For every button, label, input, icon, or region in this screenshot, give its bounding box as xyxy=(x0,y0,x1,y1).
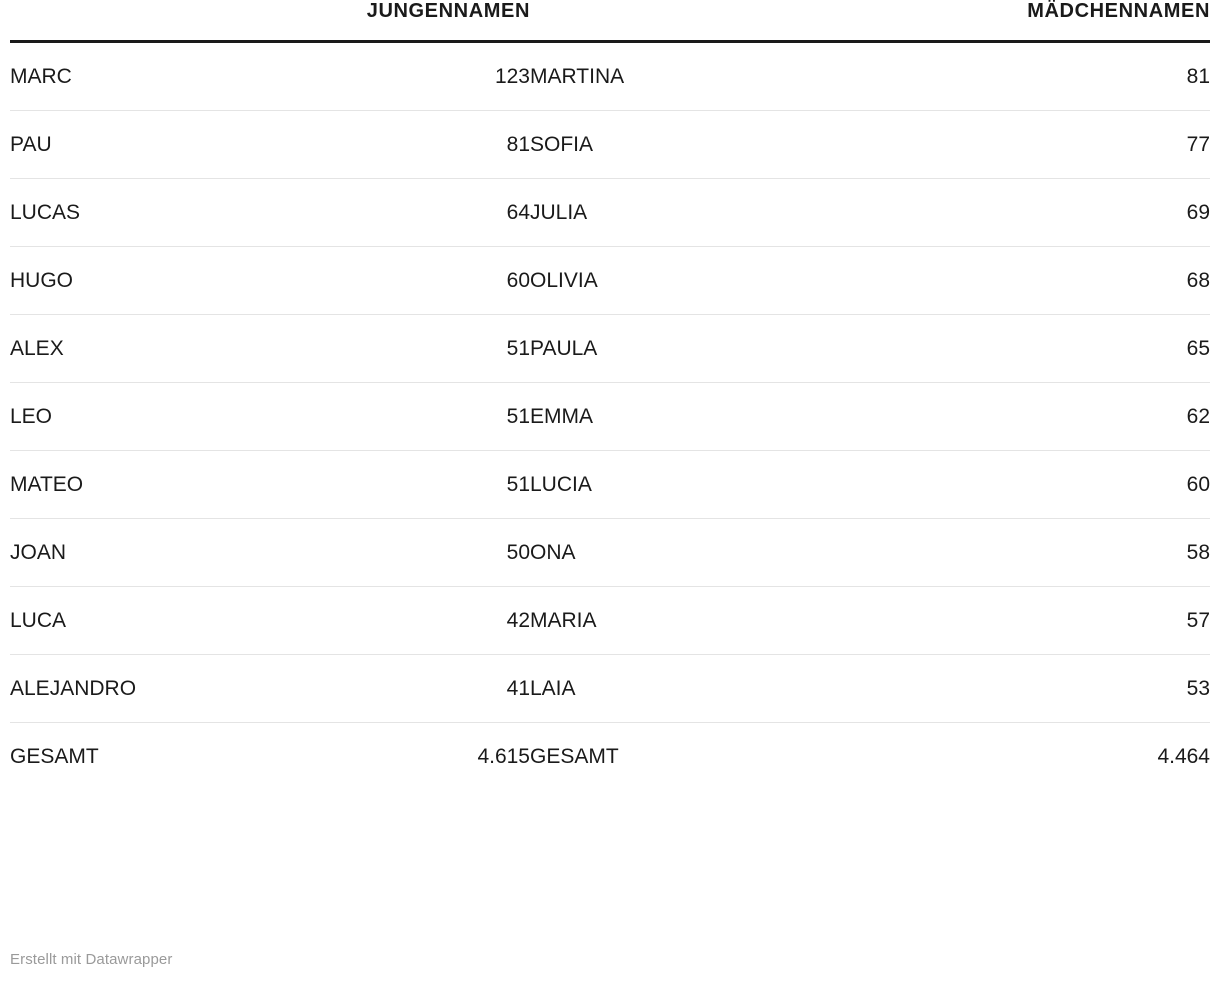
names-table xyxy=(10,0,1210,790)
girl-value-cell: 65 xyxy=(980,315,1210,383)
girl-value-cell: 77 xyxy=(980,111,1210,179)
girl-value-cell: 62 xyxy=(980,383,1210,451)
column-header-boys-name xyxy=(10,0,300,42)
boy-name-cell: ALEJANDRO xyxy=(10,655,300,723)
boy-value-cell: 4.615 xyxy=(477,745,530,768)
boy-value-cell: 81 xyxy=(300,111,530,179)
boy-name-cell: MARC xyxy=(10,42,300,111)
girl-name-cell: MARTINA xyxy=(530,42,980,111)
boy-value-cell: 51 xyxy=(300,451,530,519)
girl-value-cell: 81 xyxy=(980,42,1210,111)
girl-name-cell: SOFIA xyxy=(530,111,980,179)
datawrapper-credit[interactable]: Erstellt mit Datawrapper xyxy=(10,951,173,968)
column-header-girls-name xyxy=(530,0,980,42)
boy-name-cell: LUCA xyxy=(10,587,300,655)
girl-name-cell: JULIA xyxy=(530,179,980,247)
girl-value-cell: 57 xyxy=(980,587,1210,655)
girl-name-cell: LAIA xyxy=(530,655,980,723)
girl-name-cell: PAULA xyxy=(530,315,980,383)
column-header-girls: MÄDCHENNAMEN xyxy=(980,0,1210,42)
boy-value-cell: 51 xyxy=(300,383,530,451)
boy-name-cell: ALEX xyxy=(10,315,300,383)
girl-name-cell: GESAMT xyxy=(530,745,619,768)
table-body xyxy=(10,42,1210,791)
table-row xyxy=(10,247,1210,315)
boy-value-cell: 64 xyxy=(300,179,530,247)
table-row xyxy=(10,383,1210,451)
girl-name-cell: OLIVIA xyxy=(530,247,980,315)
boy-name-cell: LEO xyxy=(10,383,300,451)
table-row-total xyxy=(10,723,1210,791)
girl-value-cell: 4.464 xyxy=(1157,745,1210,768)
boy-name-cell: JOAN xyxy=(10,519,300,587)
boy-name-cell: LUCAS xyxy=(10,179,300,247)
boy-name-cell: PAU xyxy=(10,111,300,179)
boy-value-cell: 60 xyxy=(300,247,530,315)
girl-value-cell: 60 xyxy=(980,451,1210,519)
girl-value-cell: 58 xyxy=(980,519,1210,587)
table-row xyxy=(10,451,1210,519)
table-row xyxy=(10,655,1210,723)
girl-name-cell: MARIA xyxy=(530,587,980,655)
girl-value-cell: 69 xyxy=(980,179,1210,247)
table-row xyxy=(10,315,1210,383)
boy-value-cell: 41 xyxy=(300,655,530,723)
boy-name-cell: GESAMT xyxy=(10,745,99,768)
boy-value-cell: 50 xyxy=(300,519,530,587)
girl-value-cell: 68 xyxy=(980,247,1210,315)
girl-value-cell: 53 xyxy=(980,655,1210,723)
table-row xyxy=(10,111,1210,179)
boy-name-cell: MATEO xyxy=(10,451,300,519)
boy-value-cell: 42 xyxy=(300,587,530,655)
boy-name-cell: HUGO xyxy=(10,247,300,315)
table-row xyxy=(10,587,1210,655)
table-header xyxy=(10,0,1210,42)
girl-name-cell: LUCIA xyxy=(530,451,980,519)
table-row xyxy=(10,179,1210,247)
table-row xyxy=(10,42,1210,111)
table-header-row xyxy=(10,0,1210,42)
girl-name-cell: ONA xyxy=(530,519,980,587)
column-header-boys: JUNGENNAMEN xyxy=(300,0,530,42)
table-row xyxy=(10,519,1210,587)
boy-value-cell: 51 xyxy=(300,315,530,383)
girl-name-cell: EMMA xyxy=(530,383,980,451)
boy-value-cell: 123 xyxy=(300,42,530,111)
